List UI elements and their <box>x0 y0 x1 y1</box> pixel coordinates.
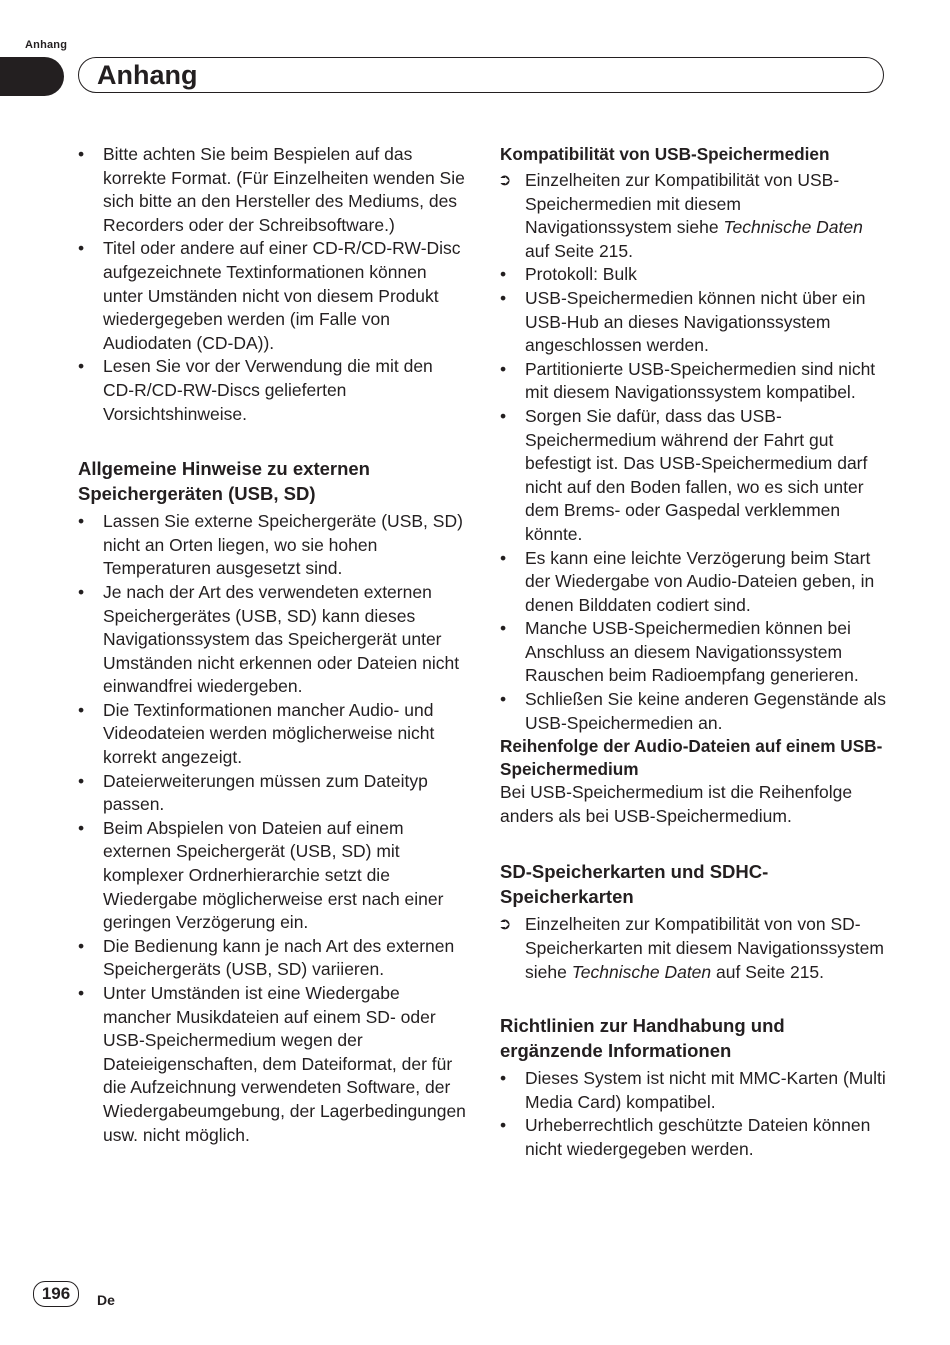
list-item <box>500 358 892 405</box>
section-heading-external-storage: Allgemeine Hinweise zu externen Speichergeräten (USB, SD) <box>78 458 370 504</box>
left-column <box>78 143 466 1147</box>
list-item-text: Lassen Sie externe Speichergeräte (USB, SD) nicht an Orten liegen, wo sie hohen Temperaturen ausgesetzt sind. <box>103 511 463 579</box>
list-item <box>78 982 466 1147</box>
right-column <box>500 143 892 1162</box>
bullet-icon: • <box>78 935 85 956</box>
list-item-text: Urheberrechtlich geschützte Dateien können nicht wiedergegeben werden. <box>525 1115 871 1159</box>
arrow-right-icon: ➲ <box>498 172 512 189</box>
list-item-text: Manche USB-Speichermedien können bei Anschluss an diesem Navigationssystem Rauschen beim Radioempfang generieren. <box>525 618 859 686</box>
reference-item <box>500 169 892 263</box>
list-item <box>500 405 892 547</box>
list-item <box>78 699 466 770</box>
list-item-text: Dateierweiterungen müssen zum Dateityp passen. <box>103 770 428 815</box>
intro-bullet-list <box>78 143 466 426</box>
list-item <box>78 935 466 982</box>
bullet-icon: • <box>500 618 507 639</box>
external-storage-bullet-list <box>78 510 466 1147</box>
bullet-icon: • <box>500 1115 507 1136</box>
bullet-icon: • <box>500 547 507 568</box>
bullet-icon: • <box>500 358 507 379</box>
list-item-text: Die Textinformationen mancher Audio- und Videodateien werden möglicherweise nicht korrekt angezeigt. <box>103 699 435 768</box>
bullet-icon: • <box>78 699 85 720</box>
list-item-text: Dieses System ist nicht mit MMC-Karten (Multi Media Card) kompatibel. <box>525 1068 886 1112</box>
reference-item <box>500 913 892 984</box>
bullet-icon: • <box>78 581 85 602</box>
section-tab-marker <box>0 57 64 96</box>
list-item <box>78 355 466 426</box>
list-item <box>78 817 466 935</box>
page-number: 196 <box>33 1281 79 1307</box>
bullet-icon: • <box>78 356 85 377</box>
list-item-text: Protokoll: Bulk <box>525 264 637 285</box>
list-item <box>500 287 892 358</box>
file-order-text: Bei USB-Speichermedium ist die Reihenfolge anders als bei USB-Speichermedium. <box>500 782 853 826</box>
bullet-icon: • <box>78 817 85 838</box>
list-item <box>500 263 892 287</box>
sd-cards-list <box>500 913 892 984</box>
list-item-text: Es kann eine leichte Verzögerung beim Start der Wiedergabe von Audio-Dateien geben, in denen Bilddaten codiert sind. <box>525 547 875 615</box>
list-item <box>78 143 466 237</box>
list-item-text: Sorgen Sie dafür, dass das USB-Speichermedium während der Fahrt gut befestigt ist. Das USB-Speichermedium darf nicht auf den Boden fallen, wo es sich unter dem Brems- oder Gaspedal verklemmen könnte. <box>525 405 868 544</box>
bullet-icon: • <box>78 144 85 164</box>
bullet-icon: • <box>500 287 507 308</box>
bullet-icon: • <box>500 264 507 285</box>
section-heading-usb-compatibility: Kompatibilität von USB-Speichermedien <box>500 144 830 164</box>
list-item <box>500 1067 892 1114</box>
list-item-text: Je nach der Art des verwendeten externen Speichergerätes (USB, SD) kann dieses Navigationssystem das Speichergerät unter Umständen nicht erkennen oder Dateien nicht einwandfrei wiedergeben. <box>103 581 460 697</box>
list-item-text: Beim Abspielen von Dateien auf einem externen Speichergerät (USB, SD) mit komplexer Ordnerhierarchie setzt die Wiedergabe möglicherweise erst nach einer geringen Verzögerung ein. <box>103 817 444 933</box>
page-title: Anhang <box>97 60 198 90</box>
arrow-right-icon: ➲ <box>498 916 512 934</box>
handling-guidelines-list <box>500 1067 892 1161</box>
list-item-text: Unter Umständen ist eine Wiedergabe mancher Musikdateien auf einem SD- oder USB-Speichermedium wegen der Dateieigenschaften, dem Dateiformat, der für die Aufzeichnung verwendeten Software, der Wiedergabeumgebung, der Lagerbedingungen usw. nicht möglich. <box>103 983 466 1145</box>
list-item <box>78 237 466 355</box>
list-item-text: Die Bedienung kann je nach Art des externen Speichergeräts (USB, SD) variieren. <box>103 935 455 980</box>
list-item <box>500 547 892 618</box>
bullet-icon: • <box>78 770 85 791</box>
bullet-icon: • <box>500 405 507 426</box>
bullet-icon: • <box>500 1068 507 1089</box>
reference-link-technical-data: Technische Daten <box>571 961 712 982</box>
bullet-icon: • <box>500 689 507 710</box>
section-heading-handling-guidelines: Richtlinien zur Handhabung und ergänzende Informationen <box>500 1015 785 1061</box>
reference-prefix: Einzelheiten zur Kompatibilität von von SD-Speicherkarten mit diesem Navigationssystem siehe <box>525 914 884 982</box>
reference-prefix: Einzelheiten zur Kompatibilität von USB-Speichermedien mit diesem Navigationssystem siehe <box>525 170 840 238</box>
bullet-icon: • <box>78 983 85 1003</box>
reference-suffix: auf Seite 215. <box>711 961 825 982</box>
list-item-text: Bitte achten Sie beim Bespielen auf das korrekte Format. (Für Einzelheiten wenden Sie sich bitte an den Hersteller des Mediums, des Recorders oder der Schreibsoftware.) <box>103 144 465 235</box>
bullet-icon: • <box>78 511 85 532</box>
title-bar <box>78 57 884 93</box>
list-item-text: USB-Speichermedien können nicht über ein USB-Hub an dieses Navigationssystem angeschlossen werden. <box>525 287 866 356</box>
list-item <box>78 581 466 699</box>
reference-link-technical-data: Technische Daten <box>723 217 863 238</box>
usb-compatibility-list <box>500 169 892 735</box>
list-item-text: Lesen Sie vor der Verwendung die mit den CD-R/CD-RW-Discs gelieferten Vorsichtshinweise. <box>103 356 433 424</box>
language-code: De <box>97 1292 115 1308</box>
list-item <box>500 617 892 688</box>
bullet-icon: • <box>78 238 85 259</box>
subsection-heading-file-order: Reihenfolge der Audio-Dateien auf einem USB-Speichermedium <box>500 736 883 780</box>
running-head: Anhang <box>25 39 68 51</box>
list-item <box>500 1114 892 1161</box>
list-item <box>78 770 466 817</box>
reference-suffix: auf Seite 215. <box>525 240 633 261</box>
section-heading-sd-cards: SD-Speicherkarten und SDHC-Speicherkarten <box>500 861 769 907</box>
list-item <box>78 510 466 581</box>
list-item-text: Schließen Sie keine anderen Gegenstände als USB-Speichermedien an. <box>525 689 886 733</box>
list-item <box>500 688 892 735</box>
list-item-text: Titel oder andere auf einer CD-R/CD-RW-Disc aufgezeichnete Textinformationen können unter Umständen nicht von diesem Produkt wiedergegeben werden (im Falle von Audiodaten (CD-DA)). <box>103 238 461 353</box>
list-item-text: Partitionierte USB-Speichermedien sind nicht mit diesem Navigationssystem kompatibel. <box>525 358 876 403</box>
